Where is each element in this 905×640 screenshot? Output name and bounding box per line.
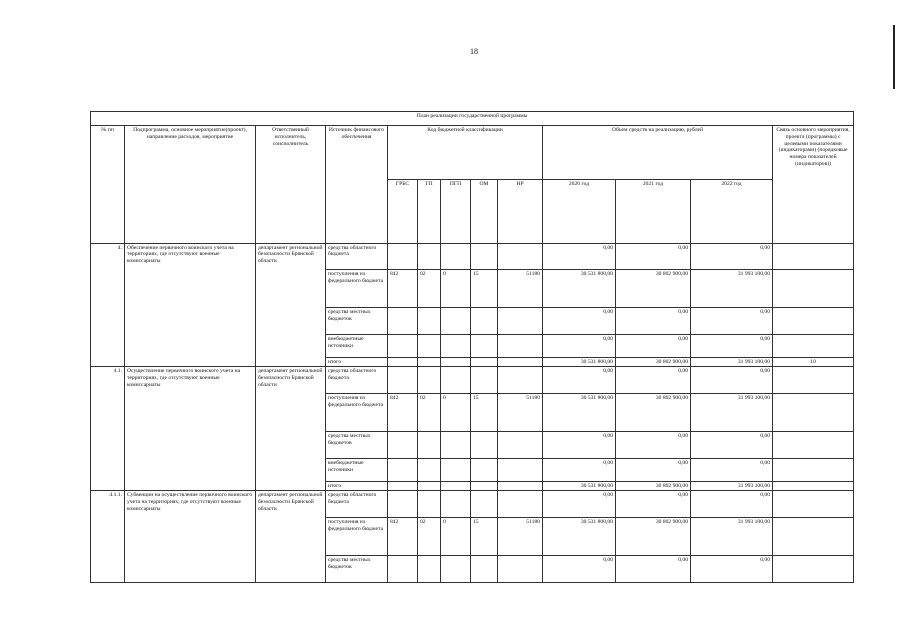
row-grbs: 842 [388,394,418,432]
row-funding-source: средства местных бюджетов [326,308,388,335]
row-amount-2022: 0,00 [691,556,773,583]
row-amount-2020: 0,00 [543,334,616,357]
row-nr [498,334,543,357]
row-om [471,491,498,518]
row-pgp [441,308,471,335]
row-gp [418,491,441,518]
row-grbs [388,432,418,459]
row-grbs [388,458,418,481]
row-gp [418,308,441,335]
row-amount-2021: 0,00 [616,432,691,459]
row-om [471,481,498,491]
row-indicator-link-empty [773,518,854,556]
row-indicator-link-empty [773,432,854,459]
row-amount-2020: 30 531 800,00 [543,357,616,367]
row-grbs [388,308,418,335]
row-nr [498,491,543,518]
row-number: 4. [91,243,125,367]
table-title: План реализации государственной программы [91,112,854,126]
row-om: 15 [471,270,498,308]
row-amount-2022: 0,00 [691,308,773,335]
row-amount-2022: 0,00 [691,367,773,394]
row-funding-source: итого [326,357,388,367]
row-responsible: департамент региональной безопасности Брянской области [256,243,326,367]
row-indicator-link-empty [773,334,854,357]
row-amount-2020: 0,00 [543,308,616,335]
header-num: № пп [91,126,125,243]
row-indicator-link-empty [773,367,854,394]
row-pgp [441,458,471,481]
row-nr [498,556,543,583]
row-om [471,357,498,367]
row-nr [498,481,543,491]
row-amount-2020: 0,00 [543,243,616,270]
header-row-1 [91,126,854,179]
row-indicator-link-empty [773,556,854,583]
row-amount-2020: 30 531 800,00 [543,481,616,491]
row-amount-2021: 0,00 [616,243,691,270]
row-gp: 02 [418,394,441,432]
row-amount-2020: 30 531 800,00 [543,270,616,308]
header-budget-code: Код бюджетной классификации [388,126,543,179]
row-om [471,334,498,357]
row-om [471,243,498,270]
row-funding-source: поступления из федерального бюджета [326,394,388,432]
row-pgp: 0 [441,270,471,308]
row-amount-2021: 0,00 [616,458,691,481]
row-indicator-link-empty [773,394,854,432]
table-row [91,243,854,270]
row-amount-2020: 0,00 [543,491,616,518]
row-om [471,458,498,481]
row-gp [418,243,441,270]
row-indicator-link-empty [773,491,854,518]
row-amount-2020: 30 531 800,00 [543,518,616,556]
row-amount-2021: 30 802 900,00 [616,518,691,556]
row-pgp [441,481,471,491]
table-title-row [91,112,854,126]
row-funding-source: средства областного бюджета [326,491,388,518]
row-om [471,308,498,335]
row-funding-source: внебюджетные источники [326,458,388,481]
row-om: 15 [471,394,498,432]
row-grbs [388,481,418,491]
row-pgp [441,334,471,357]
row-activity-name: Осуществление первичного воинского учета на территориях, где отсутствуют военные комиссариаты [125,367,256,491]
table-row [91,491,854,518]
row-amount-2022: 0,00 [691,458,773,481]
row-amount-2021: 0,00 [616,556,691,583]
row-indicator-link-empty [773,308,854,335]
row-funding-source: средства местных бюджетов [326,556,388,583]
row-om: 15 [471,518,498,556]
row-amount-2021: 30 802 900,00 [616,357,691,367]
row-amount-2021: 0,00 [616,308,691,335]
row-nr [498,458,543,481]
row-amount-2022: 31 993 100,00 [691,481,773,491]
row-gp [418,432,441,459]
row-activity-name: Обеспечение первичного воинского учета на территориях, где отсутствуют военные комиссариаты [125,243,256,367]
row-gp [418,334,441,357]
row-gp: 02 [418,270,441,308]
row-indicator-link-empty [773,243,854,270]
row-grbs [388,357,418,367]
header-nr: НР [498,179,543,243]
row-funding-source: поступления из федерального бюджета [326,270,388,308]
header-source: Источник финансового обеспечения [326,126,388,243]
row-pgp: 0 [441,394,471,432]
row-indicator-link: 10 [773,357,854,367]
header-2021: 2021 год [616,179,691,243]
row-amount-2021: 30 802 900,00 [616,394,691,432]
row-pgp [441,491,471,518]
table-row [91,367,854,394]
row-amount-2021: 0,00 [616,491,691,518]
row-amount-2022: 31 993 100,00 [691,394,773,432]
row-om [471,367,498,394]
header-name: Подпрограмма, основное мероприятие(проект), направление расходов, мероприятие [125,126,256,243]
row-amount-2021: 0,00 [616,334,691,357]
row-grbs: 842 [388,518,418,556]
row-funding-source: средства областного бюджета [326,243,388,270]
row-grbs [388,491,418,518]
row-om [471,432,498,459]
row-funding-source: поступления из федерального бюджета [326,518,388,556]
row-nr [498,357,543,367]
row-amount-2020: 0,00 [543,432,616,459]
row-gp [418,481,441,491]
row-nr [498,243,543,270]
row-om [471,556,498,583]
row-amount-2022: 31 993 100,00 [691,518,773,556]
row-number: 4.1.1. [91,491,125,583]
row-funding-source: средства областного бюджета [326,367,388,394]
row-amount-2022: 31 993 100,00 [691,357,773,367]
header-pgp: ПГП [441,179,471,243]
row-gp [418,458,441,481]
header-volume: Объем средств на реализацию, рублей [543,126,773,179]
row-nr [498,367,543,394]
row-funding-source: средства местных бюджетов [326,432,388,459]
row-amount-2021: 30 802 900,00 [616,481,691,491]
row-pgp: 0 [441,518,471,556]
row-funding-source: внебюджетные источники [326,334,388,357]
header-gp: ГП [418,179,441,243]
row-grbs [388,556,418,583]
row-gp [418,367,441,394]
header-2020: 2020 год [543,179,616,243]
row-grbs [388,367,418,394]
row-amount-2020: 0,00 [543,367,616,394]
row-responsible: департамент региональной безопасности Брянской области [256,491,326,583]
header-om: ОМ [471,179,498,243]
row-amount-2020: 0,00 [543,458,616,481]
row-pgp [441,243,471,270]
row-pgp [441,367,471,394]
row-nr [498,308,543,335]
row-responsible: департамент региональной безопасности Брянской области [256,367,326,491]
row-amount-2021: 0,00 [616,367,691,394]
row-gp [418,357,441,367]
row-amount-2022: 0,00 [691,432,773,459]
row-number: 4.1. [91,367,125,491]
row-pgp [441,556,471,583]
row-nr: 51180 [498,270,543,308]
row-grbs [388,243,418,270]
row-indicator-link-empty [773,458,854,481]
row-amount-2020: 30 531 800,00 [543,394,616,432]
row-amount-2022: 31 993 100,00 [691,270,773,308]
row-grbs [388,334,418,357]
row-nr [498,432,543,459]
row-nr: 51180 [498,518,543,556]
header-2022: 2022 год [691,179,773,243]
header-responsible: Ответственный исполнитель, соисполнитель [256,126,326,243]
row-amount-2022: 0,00 [691,334,773,357]
header-grbs: ГРБС [388,179,418,243]
row-grbs: 842 [388,270,418,308]
row-gp [418,556,441,583]
row-pgp [441,432,471,459]
row-amount-2021: 30 802 900,00 [616,270,691,308]
row-funding-source: итого [326,481,388,491]
program-plan-table [90,111,854,583]
row-amount-2020: 0,00 [543,556,616,583]
row-indicator-link [773,481,854,491]
row-gp: 02 [418,518,441,556]
row-nr: 51180 [498,394,543,432]
row-indicator-link-empty [773,270,854,308]
row-activity-name: Субвенции на осуществление первичного воинского учета на территориях, где отсутствуют военные комиссариаты [125,491,256,583]
row-pgp [441,357,471,367]
row-amount-2022: 0,00 [691,491,773,518]
page-number: 18 [470,47,478,56]
page-edge-mark [893,25,895,89]
row-amount-2022: 0,00 [691,243,773,270]
header-link: Связь основного мероприятия, проекта (программы) с целевыми показателями (индикаторами) (порядковые номера показателей (индикаторов)) [773,126,854,243]
